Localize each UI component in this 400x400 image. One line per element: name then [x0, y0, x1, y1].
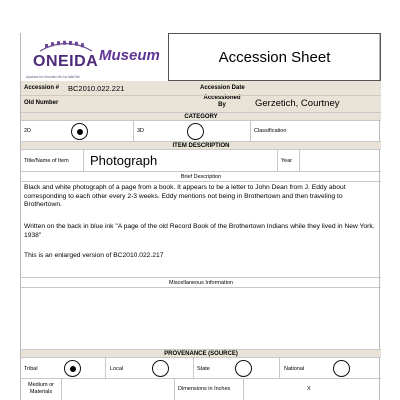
- dimensions-label: Dimensions in Inches: [178, 386, 231, 392]
- oneida-logo-arc-icon: [36, 40, 96, 52]
- radio-selected-dot: [70, 366, 76, 372]
- provenance-local-label: Local: [110, 366, 124, 372]
- category-2d-radio[interactable]: [71, 123, 88, 140]
- radio-selected-dot: [77, 129, 83, 135]
- sheet-header: [21, 33, 381, 81]
- category-row: [21, 121, 381, 141]
- accessioned-by-label: Accessioned By: [203, 95, 241, 108]
- accessioned-by-value[interactable]: Gerzetich, Courtney: [255, 98, 340, 109]
- provenance-local-radio[interactable]: [152, 360, 169, 377]
- brief-description-label: Brief Description: [180, 174, 222, 180]
- provenance-tribal-label: Tribal: [24, 366, 38, 372]
- misc-info-row: [21, 277, 381, 288]
- classification-label: Classification: [254, 128, 287, 134]
- category-3d-radio[interactable]: [187, 123, 204, 140]
- medium-dimensions-row: [21, 379, 381, 400]
- accession-sheet: [20, 33, 380, 400]
- category-3d-label: 3D: [137, 128, 145, 134]
- year-label: Year: [281, 158, 293, 164]
- provenance-state-radio[interactable]: [235, 360, 252, 377]
- provenance-national-radio[interactable]: [333, 360, 350, 377]
- old-number-label: Old Number: [24, 100, 59, 106]
- medium-label: Medium or Materials: [28, 382, 54, 395]
- brief-description-row: [21, 172, 381, 182]
- title-row: [21, 150, 381, 172]
- item-description-heading: ITEM DESCRIPTION: [21, 141, 381, 150]
- page-title: Accession Sheet: [168, 33, 381, 81]
- category-heading: CATEGORY: [21, 112, 381, 121]
- description-paragraph: Written on the back in blue ink "A page of the old Record Book of the Brothertown Indians while they lived in New York. 1938": [24, 223, 375, 239]
- description-paragraph: Black and white photograph of a page from a book. It appears to be a letter to John Dean from J. Eddy about corresponding to each other every 2-3 weeks. Eddy mentions not being in Brothertown and then traveling to Brothertown.: [24, 184, 346, 209]
- logo-wordmark: ONEIDA: [33, 53, 99, 70]
- misc-info-label: Miscellaneous Information: [169, 280, 233, 286]
- logo-tagline: Ayakwa·ka·ŝhuvatúˑnih ka·latlaˀtǽ: [26, 75, 80, 79]
- category-2d-label: 2D: [24, 128, 32, 134]
- museum-label: Museum: [99, 47, 160, 64]
- description-paragraph: This is an enlarged version of BC2010.022.217: [24, 252, 164, 259]
- provenance-heading: PROVENANCE (SOURCE): [21, 349, 381, 358]
- oneida-logo: [23, 36, 111, 80]
- provenance-tribal-radio[interactable]: [64, 360, 81, 377]
- provenance-row: [21, 358, 381, 379]
- title-name-label: Title/Name of Item: [24, 158, 69, 164]
- accession-info-block: [21, 81, 381, 113]
- dimensions-separator: X: [307, 386, 311, 392]
- title-name-value[interactable]: Photograph: [90, 153, 158, 168]
- accession-number-value[interactable]: BC2010.022.221: [68, 84, 125, 93]
- accession-date-label: Accession Date: [200, 85, 245, 91]
- provenance-national-label: National: [284, 366, 305, 372]
- accession-number-label: Accession #: [24, 85, 60, 91]
- misc-info-area[interactable]: [21, 288, 381, 348]
- provenance-state-label: State: [197, 366, 210, 372]
